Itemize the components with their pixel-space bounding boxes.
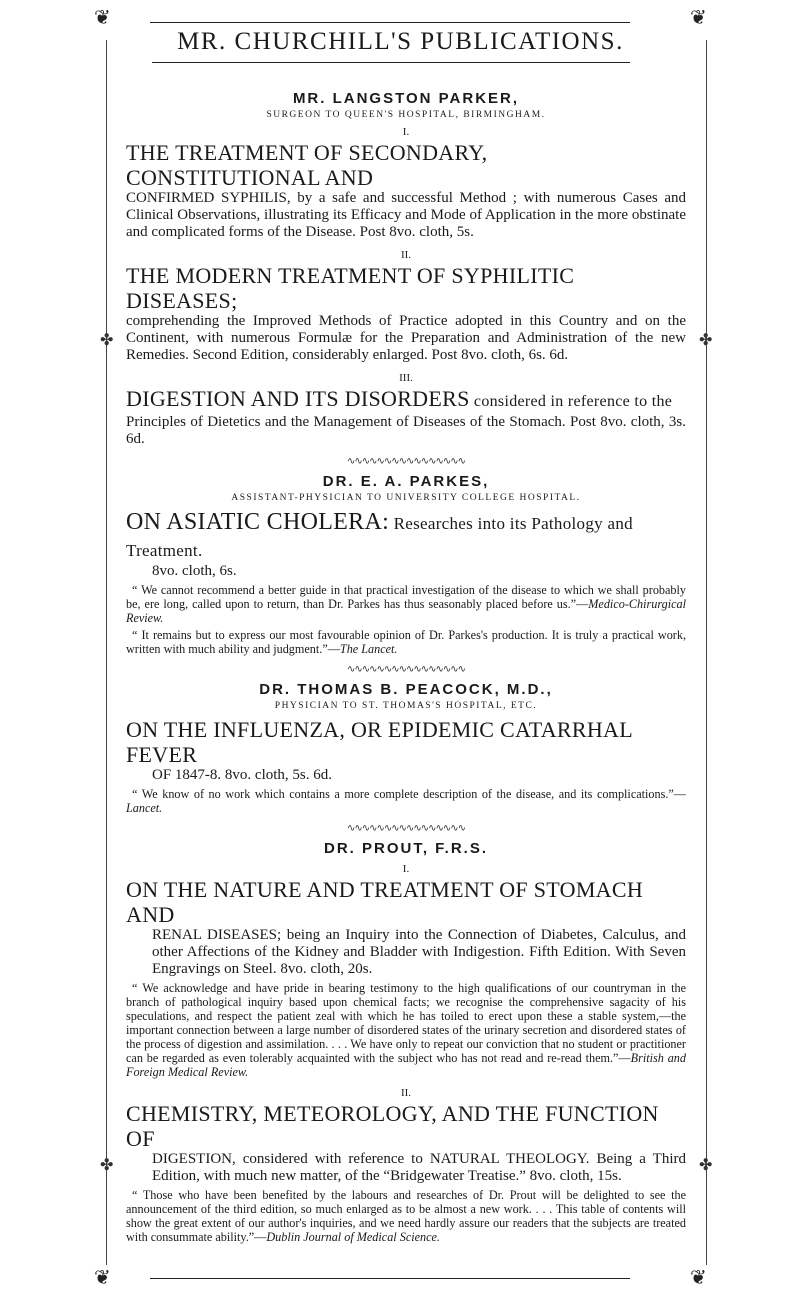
book-description: Principles of Dietetics and the Management of Diseases of the Stomach. Post 8vo. cloth, 3s. 6d. — [126, 414, 686, 447]
review-text: “ We acknowledge and have pride in bearing testimony to the high qualifications of our countryman in the branch of pathological inquiry based upon chemical facts; we recognise the comprehensive sagacity of his speculations, and respect the patient zeal with which he has toiled to erect upon these a stable system,—the important connection between a large number of disordered states of the urinary secretion and disordered states of the process of digestion and assimilation. . . . We have only to repeat our conviction that no student or practitioner can be regarded as even tolerably acquainted with the subject who has not read and re-read them.”— — [126, 981, 686, 1065]
book-description: 8vo. cloth, 6s. — [152, 563, 237, 579]
header-rule-bottom — [152, 62, 630, 63]
left-border — [106, 40, 107, 1265]
book-numeral: II. — [400, 1087, 412, 1099]
book-numeral: III. — [399, 372, 413, 384]
review-text: “ We cannot recommend a better guide in that practical investigation of the disease to which we shall probably be, ere long, called upon to return, than Dr. Parkes has thus seasonably placed before us.”— — [126, 583, 686, 611]
left-ornament-lower: ✤ — [100, 1157, 114, 1174]
book-title-line — [126, 509, 686, 563]
author-name: DR. PROUT, F.R.S. — [323, 840, 488, 857]
catalogue-content — [126, 78, 686, 1244]
author-name: MR. LANGSTON PARKER, — [292, 90, 520, 107]
book-title: ON THE NATURE AND TREATMENT OF STOMACH AND — [126, 877, 644, 927]
book-title: ON THE INFLUENZA, OR EPIDEMIC CATARRHAL FEVER — [126, 717, 633, 767]
book-description: CONFIRMED SYPHILIS, by a safe and successful Method ; with numerous Cases and Clinical Observations, illustrating its Efficacy and Mode of Application in the more obstinate and complicated forms of the Disease. Post 8vo. cloth, 5s. — [126, 190, 686, 240]
book-numeral: II. — [400, 249, 412, 261]
section-separator: ∿∿∿∿∿∿∿∿∿∿∿∿∿∿∿∿ — [346, 456, 466, 467]
corner-ornament-bottom-right: ❦ — [690, 1267, 707, 1289]
book-title-tail: considered in reference to the — [469, 393, 673, 410]
book-title: CHEMISTRY, METEOROLOGY, AND THE FUNCTION OF — [126, 1101, 659, 1151]
book-description: OF 1847-8. 8vo. cloth, 5s. 6d. — [152, 767, 332, 783]
author-role: SURGEON TO QUEEN'S HOSPITAL, BIRMINGHAM. — [266, 110, 546, 120]
section-separator: ∿∿∿∿∿∿∿∿∿∿∿∿∿∿∿∿ — [346, 823, 466, 834]
review-quote — [126, 981, 686, 1079]
right-ornament: ✤ — [699, 332, 713, 349]
author-name: DR. THOMAS B. PEACOCK, M.D., — [259, 681, 553, 698]
author-name: DR. E. A. PARKES, — [322, 473, 490, 490]
book-description: DIGESTION, considered with reference to NATURAL THEOLOGY. Being a Third Edition, with much new matter, of the “Bridgewater Treatise.” 8vo. cloth, 15s. — [152, 1151, 686, 1184]
left-ornament: ✤ — [100, 332, 114, 349]
review-source: Lancet. — [126, 801, 163, 815]
book-title: THE TREATMENT OF SECONDARY, CONSTITUTIONAL AND — [126, 140, 488, 190]
review-text: “ We know of no work which contains a more complete description of the disease, and its complications.”— — [132, 787, 686, 801]
review-source: The Lancet. — [339, 642, 398, 656]
review-quote — [126, 787, 686, 815]
review-source: British and Foreign Medical Review. — [126, 1051, 686, 1079]
book-description: comprehending the Improved Methods of Practice adopted in this Country and on the Continent, with numerous Formulæ for the Preparation and Administration of the new Remedies. Second Edition, considerably enlarged. Post 8vo. cloth, 6s. 6d. — [126, 313, 686, 363]
review-quote — [126, 628, 686, 656]
corner-ornament-bottom-left: ❦ — [94, 1267, 111, 1289]
book-title: ON ASIATIC CHOLERA: — [126, 509, 390, 535]
page-title: MR. CHURCHILL'S PUBLICATIONS. — [177, 28, 624, 55]
review-source: Medico-Chirurgical Review. — [126, 597, 686, 625]
review-text: “ Those who have been benefited by the labours and researches of Dr. Prout will be delighted to see the announcement of the third edition, so much enlarged as to be almost a new work. . . . This table of contents will show the great extent of our author's inquiries, and we need hardly assure our readers that the subjects are treated with consummate ability.”— — [126, 1188, 686, 1244]
review-quote — [126, 583, 686, 625]
book-title: DIGESTION AND ITS DISORDERS — [126, 386, 470, 411]
review-quote — [126, 1188, 686, 1244]
book-title-line — [126, 386, 686, 414]
right-border — [706, 40, 707, 1265]
review-text: “ It remains but to express our most favourable opinion of Dr. Parkes's production. It is truly a practical work, written with much ability and judgment.”— — [126, 628, 686, 656]
section-separator: ∿∿∿∿∿∿∿∿∿∿∿∿∿∿∿∿ — [346, 664, 466, 675]
book-description: RENAL DISEASES; being an Inquiry into the Connection of Diabetes, Calculus, and other Affections of the Kidney and Bladder with Indigestion. Fifth Edition. With Seven Engravings on Steel. 8vo. cloth, 20s. — [152, 927, 686, 977]
author-role: ASSISTANT-PHYSICIAN TO UNIVERSITY COLLEGE HOSPITAL. — [231, 493, 581, 503]
corner-ornament-top-left: ❦ — [94, 7, 111, 29]
corner-ornament-top-right: ❦ — [690, 7, 707, 29]
book-title-tail: Researches into its Pathology and Treatment. — [126, 514, 633, 560]
author-role: PHYSICIAN TO ST. THOMAS'S HOSPITAL, ETC. — [274, 701, 538, 711]
footer-rule — [150, 1278, 630, 1279]
book-numeral: I. — [402, 863, 410, 875]
book-numeral: I. — [402, 126, 410, 138]
right-ornament-lower: ✤ — [699, 1157, 713, 1174]
book-title: THE MODERN TREATMENT OF SYPHILITIC DISEASES; — [126, 263, 575, 313]
review-source: Dublin Journal of Medical Science. — [266, 1230, 440, 1244]
header-rule-top — [150, 22, 630, 23]
